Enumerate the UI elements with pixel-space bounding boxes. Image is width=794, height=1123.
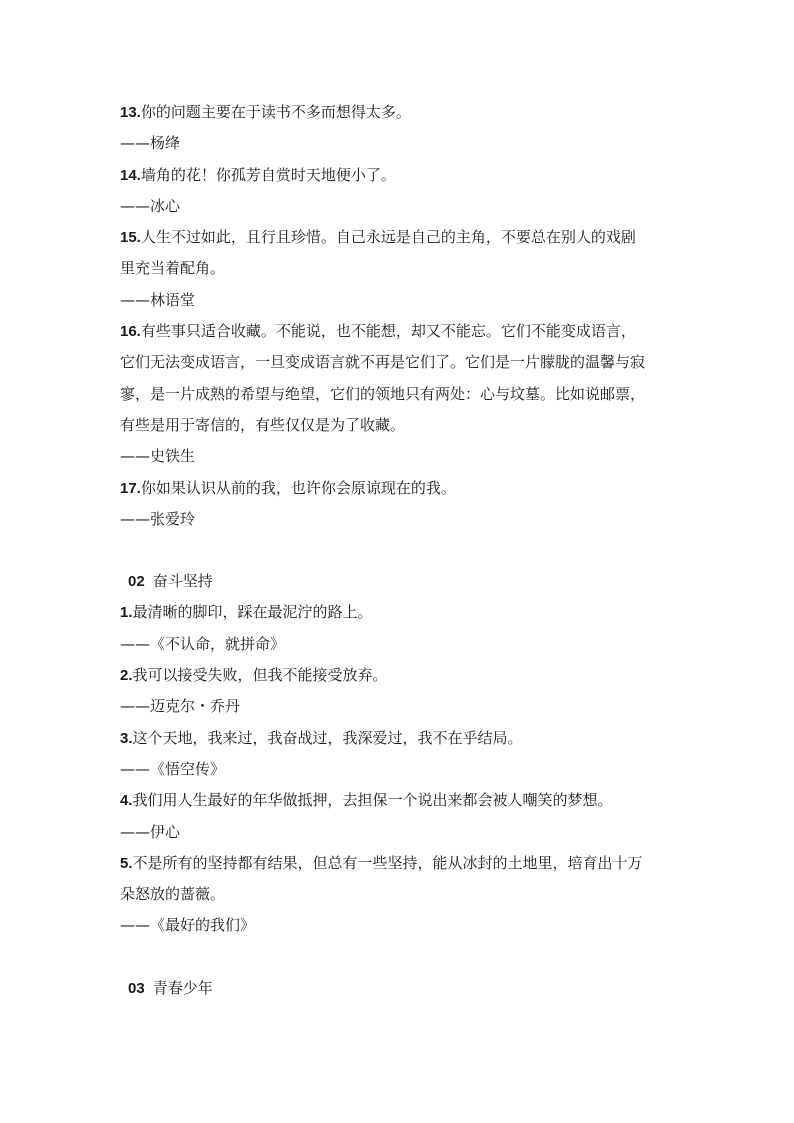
quote-text: 你的问题主要在于读书不多而想得太多。	[140, 103, 411, 121]
quote-text: 你如果认识从前的我，也许你会原谅现在的我。	[140, 478, 456, 497]
quote-line-cont: 它们无法变成语言，一旦变成语言就不再是它们了。它们是一片朦胧的温馨与寂	[120, 353, 646, 372]
quote-line-cont: 有些是用于寄信的，有些仅仅是为了收藏。	[120, 415, 406, 434]
quote-author: ——林语堂	[120, 290, 196, 309]
quote-line	[120, 848, 690, 879]
quote-number: 3.	[120, 729, 133, 747]
quote-author: ——《不认命，就拼命》	[120, 634, 286, 653]
quote-number: 4.	[120, 792, 133, 810]
quote-author: ——史铁生	[120, 447, 196, 466]
quote-number: 16.	[120, 323, 141, 341]
quote-author: ——《最好的我们》	[120, 916, 256, 935]
quote-text: 不是所有的坚持都有结果，但总有一些坚持，能从冰封的土地里，培育出十万	[132, 853, 643, 872]
section-heading	[120, 566, 690, 597]
section-title: 奋斗坚持	[152, 572, 213, 591]
quote-line	[120, 785, 690, 816]
quote-number: 17.	[120, 479, 141, 497]
quote-number: 13.	[120, 104, 141, 121]
spacer	[120, 535, 690, 566]
section-heading	[120, 973, 690, 1004]
quote-author: ——张爱玲	[120, 509, 196, 528]
quote-text: 人生不过如此，且行且珍惜。自己永远是自己的主角，不要总在别人的戏剧	[140, 228, 636, 247]
quote-author: ——伊心	[120, 822, 181, 841]
quote-author: ——迈克尔・乔丹	[120, 697, 241, 716]
quote-line	[120, 473, 690, 504]
quote-author: ——《悟空传》	[120, 759, 226, 778]
quote-line	[120, 160, 690, 191]
quote-line	[120, 222, 690, 253]
quote-number: 1.	[120, 604, 133, 622]
quote-text: 有些事只适合收藏。不能说，也不能想，却又不能忘。它们不能变成语言，	[140, 322, 636, 341]
quote-text: 这个天地，我来过，我奋战过，我深爱过，我不在乎结局。	[132, 728, 523, 747]
quote-line	[120, 97, 690, 128]
quote-number: 2.	[120, 667, 133, 685]
quote-line-cont: 朵怒放的蔷薇。	[120, 885, 226, 904]
quote-text: 最清晰的脚印，踩在最泥泞的路上。	[132, 603, 373, 622]
section-number: 02	[128, 573, 145, 591]
quote-text: 我可以接受失败，但我不能接受放弃。	[132, 666, 388, 685]
quote-author: ——杨绛	[120, 134, 181, 153]
quote-line	[120, 723, 690, 754]
quote-line	[120, 660, 690, 691]
quote-number: 5.	[120, 854, 133, 872]
section-number: 03	[128, 979, 145, 997]
quote-number: 14.	[120, 166, 141, 184]
quote-number: 15.	[120, 229, 141, 247]
quote-text: 墙角的花！你孤芳自赏时天地便小了。	[140, 165, 396, 184]
spacer	[120, 942, 690, 973]
quote-line-cont: 里充当着配角。	[120, 259, 226, 278]
quote-line	[120, 597, 690, 628]
document-content	[120, 97, 690, 1004]
quote-text: 我们用人生最好的年华做抵押，去担保一个说出来都会被人嘲笑的梦想。	[132, 791, 613, 810]
quote-author: ——冰心	[120, 196, 181, 215]
quote-line-cont: 寥，是一片成熟的希望与绝望，它们的领地只有两处：心与坟墓。比如说邮票，	[120, 384, 646, 403]
quote-line	[120, 316, 690, 347]
section-title: 青春少年	[152, 978, 213, 997]
